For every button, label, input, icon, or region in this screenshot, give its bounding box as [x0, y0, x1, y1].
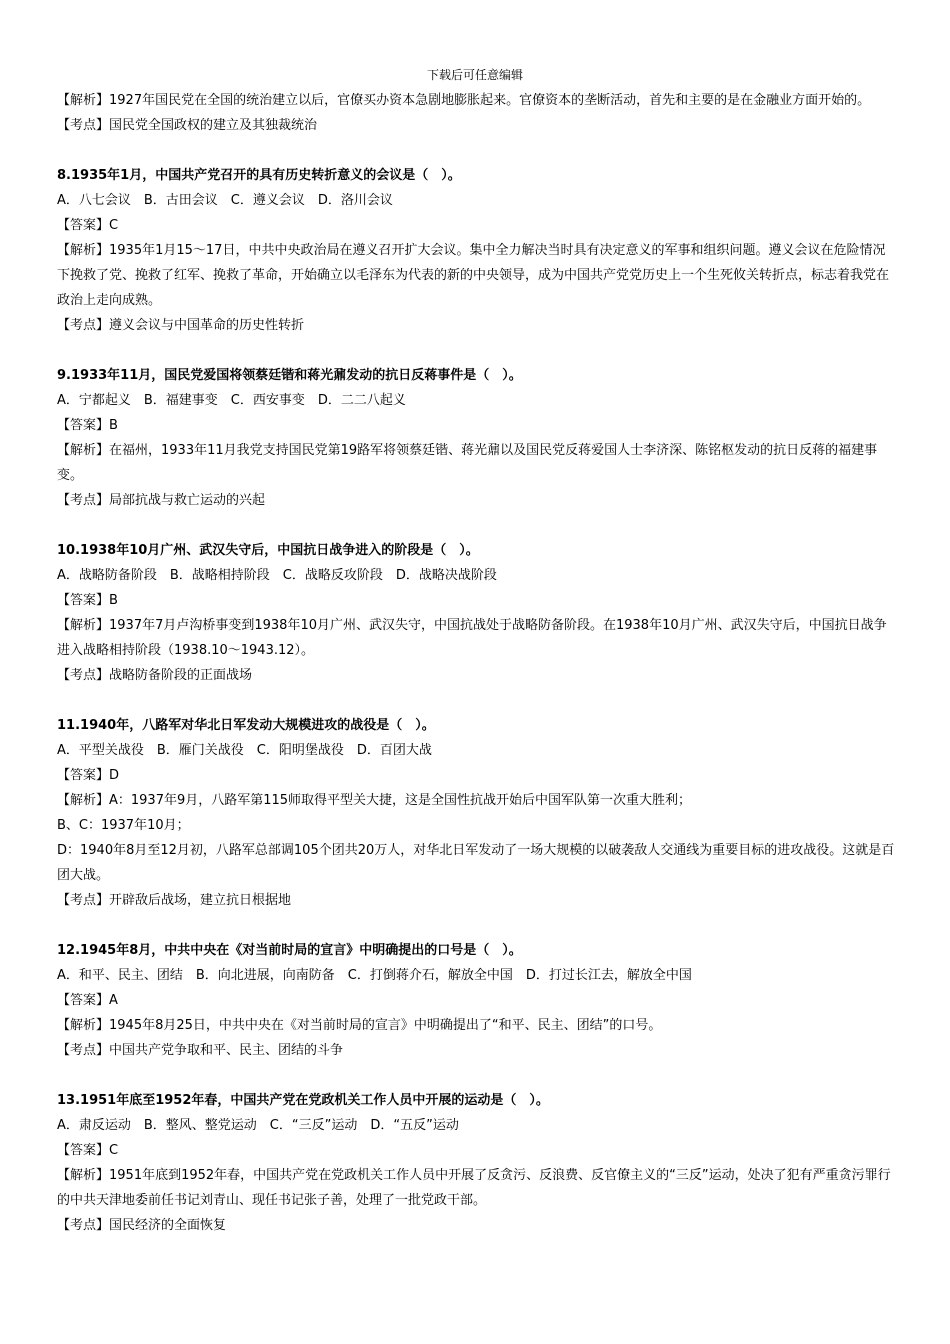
question-9-point: 【考点】局部抗战与救亡运动的兴起: [57, 493, 266, 508]
question-9: 9.1933年11月，国民党爱国将领蔡廷锴和蒋光鼐发动的抗日反蒋事件是（ ）。: [57, 368, 522, 383]
question-8-analysis: 【解析】1935年1月15～17日，中共中央政治局在遵义召开扩大会议。集中全力解决当时具有决定意义的军事和组织问题。遵义会议在危险情况下挽救了党、挽救了红军、挽救了革命，开始确立以毛泽东为代表的新的中央领导，成为中国共产党党历史上一个生死攸关转折点，标志着我党在政治上走向成熟。: [57, 243, 890, 308]
question-13-analysis: 【解析】1951年底到1952年春，中国共产党在党政机关工作人员中开展了反贪污、反浪费、反官僚主义的“三反”运动，处决了犯有严重贪污罪行的中共天津地委前任书记刘青山、现任书记张子善，处理了一批党政干部。: [57, 1168, 891, 1208]
intro-point: 【考点】国民党全国政权的建立及其独裁统治: [57, 118, 318, 133]
question-12-answer: 【答案】A: [57, 993, 118, 1008]
question-11-point: 【考点】开辟敌后战场，建立抗日根据地: [57, 893, 292, 908]
question-10-point: 【考点】战略防备阶段的正面战场: [57, 668, 253, 683]
question-13-answer: 【答案】C: [57, 1143, 119, 1158]
question-8-answer: 【答案】C: [57, 218, 119, 233]
question-12: 12.1945年8月，中共中央在《对当前时局的宣言》中明确提出的口号是（ ）。: [57, 943, 522, 958]
page-header: 下载后可任意编辑: [426, 68, 523, 82]
question-9-analysis: 【解析】在福州，1933年11月我党支持国民党第19路军将领蔡廷锴、蒋光鼐以及国民党反蒋爱国人士李济深、陈铭枢发动的抗日反蒋的福建事变。: [57, 443, 878, 483]
question-11-analysis-bc: B、C：1937年10月；: [57, 818, 190, 833]
question-10-analysis: 【解析】1937年7月卢沟桥事变到1938年10月广州、武汉失守，中国抗战处于战略防备阶段。在1938年10月广州、武汉失守后，中国抗日战争进入战略相持阶段（1938.10～1943.12）。: [57, 618, 887, 658]
question-11-options: A．平型关战役 B．雁门关战役 C．阳明堡战役 D．百团大战: [57, 743, 432, 758]
question-10: 10.1938年10月广州、武汉失守后，中国抗日战争进入的阶段是（ ）。: [57, 543, 479, 558]
question-13-point: 【考点】国民经济的全面恢复: [57, 1218, 227, 1233]
question-8-point: 【考点】遵义会议与中国革命的历史性转折: [57, 318, 305, 333]
question-11: 11.1940年，八路军对华北日军发动大规模进攻的战役是（ ）。: [57, 718, 435, 733]
intro-analysis: 【解析】1927年国民党在全国的统治建立以后，官僚买办资本急剧地膨胀起来。官僚资本的垄断活动，首先和主要的是在金融业方面开始的。: [57, 93, 871, 108]
question-10-answer: 【答案】B: [57, 593, 118, 608]
question-12-analysis: 【解析】1945年8月25日，中共中央在《对当前时局的宣言》中明确提出了“和平、民主、团结”的口号。: [57, 1018, 662, 1033]
question-13-options: A．肃反运动 B．整风、整党运动 C．“三反”运动 D．“五反”运动: [57, 1118, 459, 1133]
question-12-point: 【考点】中国共产党争取和平、民主、团结的斗争: [57, 1043, 344, 1058]
question-13: 13.1951年底至1952年春，中国共产党在党政机关工作人员中开展的运动是（ ）。: [57, 1093, 549, 1108]
question-9-answer: 【答案】B: [57, 418, 118, 433]
question-11-answer: 【答案】D: [57, 768, 120, 783]
question-9-options: A．宁都起义 B．福建事变 C．西安事变 D．二二八起义: [57, 393, 406, 408]
document-body: [57, 88, 897, 1238]
question-11-analysis-a: 【解析】A：1937年9月，八路军第115师取得平型关大捷，这是全国性抗战开始后中国军队第一次重大胜利；: [57, 793, 692, 808]
question-8: 8.1935年1月，中国共产党召开的具有历史转折意义的会议是（ ）。: [57, 168, 461, 183]
question-10-options: A．战略防备阶段 B．战略相持阶段 C．战略反攻阶段 D．战略决战阶段: [57, 568, 497, 583]
question-11-analysis-d: D：1940年8月至12月初，八路军总部调105个团共20万人，对华北日军发动了一场大规模的以破袭敌人交通线为重要目标的进攻战役。这就是百团大战。: [57, 843, 895, 883]
question-8-options: A．八七会议 B．古田会议 C．遵义会议 D．洛川会议: [57, 193, 393, 208]
question-12-options: A．和平、民主、团结 B．向北进展，向南防备 C．打倒蒋介石，解放全中国 D．打过长江去，解放全中国: [57, 968, 692, 983]
